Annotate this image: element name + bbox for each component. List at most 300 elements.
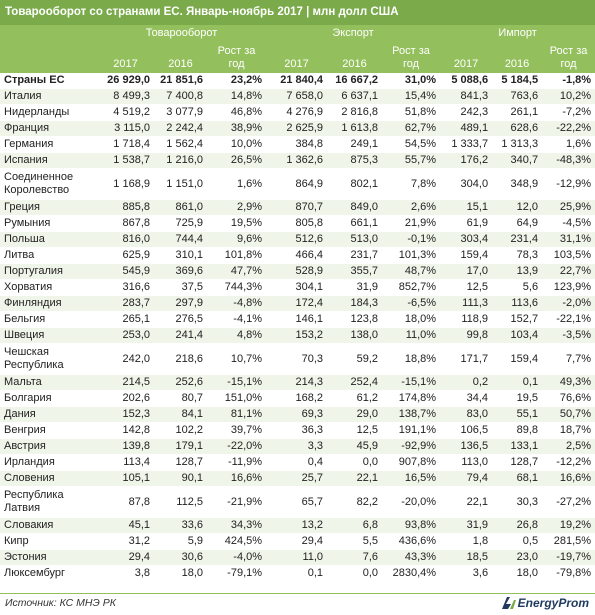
value-cell: 15,1: [440, 200, 492, 216]
value-cell: 340,7: [492, 153, 542, 169]
country-cell: Чешская Республика: [0, 344, 97, 375]
value-cell: 50,7%: [542, 407, 595, 423]
value-cell: -2,0%: [542, 296, 595, 312]
value-cell: 2830,4%: [382, 566, 440, 582]
country-cell: Страны ЕС: [0, 73, 97, 89]
value-cell: -21,9%: [207, 487, 266, 518]
value-cell: -15,1%: [382, 375, 440, 391]
value-cell: -4,8%: [207, 296, 266, 312]
subheader: 2017: [266, 41, 327, 73]
subheader: Рост за год: [382, 41, 440, 73]
value-cell: 89,8: [492, 423, 542, 439]
value-cell: 18,7%: [542, 423, 595, 439]
value-cell: 545,9: [97, 264, 154, 280]
value-cell: 870,7: [266, 200, 327, 216]
country-cell: Ирландия: [0, 455, 97, 471]
value-cell: 65,7: [266, 487, 327, 518]
value-cell: 242,3: [440, 105, 492, 121]
value-cell: 78,3: [492, 248, 542, 264]
value-cell: 31,9: [327, 280, 382, 296]
value-cell: 61,9: [440, 216, 492, 232]
value-cell: 21,9%: [382, 216, 440, 232]
value-cell: 6 637,1: [327, 89, 382, 105]
country-cell: Германия: [0, 137, 97, 153]
value-cell: 1,8: [440, 534, 492, 550]
value-cell: -6,5%: [382, 296, 440, 312]
value-cell: 18,0: [154, 566, 207, 582]
country-cell: Словения: [0, 471, 97, 487]
value-cell: 0,1: [492, 375, 542, 391]
value-cell: 17,0: [440, 264, 492, 280]
country-cell: Португалия: [0, 264, 97, 280]
value-cell: 1 562,4: [154, 137, 207, 153]
value-cell: 43,3%: [382, 550, 440, 566]
value-cell: 18,0%: [382, 312, 440, 328]
value-cell: 55,7%: [382, 153, 440, 169]
value-cell: 19,2%: [542, 518, 595, 534]
value-cell: 22,1: [440, 487, 492, 518]
value-cell: 101,8%: [207, 248, 266, 264]
value-cell: 184,3: [327, 296, 382, 312]
value-cell: 7,6: [327, 550, 382, 566]
value-cell: 105,1: [97, 471, 154, 487]
value-cell: 23,0: [492, 550, 542, 566]
value-cell: 113,0: [440, 455, 492, 471]
value-cell: 252,4: [327, 375, 382, 391]
value-cell: 29,4: [97, 550, 154, 566]
table-row: [0, 423, 595, 439]
footer: [0, 593, 595, 615]
value-cell: 11,0: [266, 550, 327, 566]
table-header: [0, 25, 595, 73]
value-cell: -15,1%: [207, 375, 266, 391]
value-cell: 11,0%: [382, 328, 440, 344]
table-row: [0, 89, 595, 105]
value-cell: 864,9: [266, 169, 327, 200]
value-cell: 861,0: [154, 200, 207, 216]
value-cell: 4 519,2: [97, 105, 154, 121]
value-cell: 1,6%: [542, 137, 595, 153]
value-cell: 0,2: [440, 375, 492, 391]
group-header-export: Экспорт: [266, 25, 440, 41]
country-cell: Румыния: [0, 216, 97, 232]
value-cell: 628,6: [492, 121, 542, 137]
table-row: [0, 312, 595, 328]
value-cell: -79,8%: [542, 566, 595, 582]
value-cell: 744,4: [154, 232, 207, 248]
value-cell: 179,1: [154, 439, 207, 455]
value-cell: 80,7: [154, 391, 207, 407]
value-cell: 79,4: [440, 471, 492, 487]
value-cell: 30,3: [492, 487, 542, 518]
value-cell: 5,5: [327, 534, 382, 550]
value-cell: 87,8: [97, 487, 154, 518]
value-cell: 18,5: [440, 550, 492, 566]
value-cell: 139,8: [97, 439, 154, 455]
value-cell: 16,6%: [207, 471, 266, 487]
value-cell: 231,4: [492, 232, 542, 248]
country-cell: Бельгия: [0, 312, 97, 328]
country-cell: Италия: [0, 89, 97, 105]
value-cell: 436,6%: [382, 534, 440, 550]
table-title: Товарооборот со странами ЕС. Январь-ноябрь 2017 | млн долл США: [0, 0, 595, 25]
value-cell: 101,3%: [382, 248, 440, 264]
value-cell: 81,1%: [207, 407, 266, 423]
value-cell: 29,4: [266, 534, 327, 550]
value-cell: 16,5%: [382, 471, 440, 487]
country-cell: Нидерланды: [0, 105, 97, 121]
value-cell: 49,3%: [542, 375, 595, 391]
value-cell: 7 658,0: [266, 89, 327, 105]
value-cell: 5,9: [154, 534, 207, 550]
table-row: [0, 344, 595, 375]
value-cell: 875,3: [327, 153, 382, 169]
table-row: [0, 137, 595, 153]
value-cell: 103,5%: [542, 248, 595, 264]
value-cell: 38,9%: [207, 121, 266, 137]
country-cell: Австрия: [0, 439, 97, 455]
value-cell: 10,2%: [542, 89, 595, 105]
value-cell: 2 816,8: [327, 105, 382, 121]
value-cell: 106,5: [440, 423, 492, 439]
value-cell: 1 151,0: [154, 169, 207, 200]
value-cell: 10,0%: [207, 137, 266, 153]
value-cell: -3,5%: [542, 328, 595, 344]
value-cell: 8 499,3: [97, 89, 154, 105]
value-cell: 113,4: [97, 455, 154, 471]
value-cell: -48,3%: [542, 153, 595, 169]
value-cell: 103,4: [492, 328, 542, 344]
value-cell: 6,8: [327, 518, 382, 534]
value-cell: 68,1: [492, 471, 542, 487]
table-row: [0, 534, 595, 550]
value-cell: 111,3: [440, 296, 492, 312]
value-cell: -4,1%: [207, 312, 266, 328]
value-cell: 31,2: [97, 534, 154, 550]
value-cell: 513,0: [327, 232, 382, 248]
table-row: [0, 455, 595, 471]
value-cell: 303,4: [440, 232, 492, 248]
value-cell: 1 313,3: [492, 137, 542, 153]
value-cell: 34,4: [440, 391, 492, 407]
value-cell: 13,9: [492, 264, 542, 280]
table-row: [0, 153, 595, 169]
value-cell: 489,1: [440, 121, 492, 137]
value-cell: -12,2%: [542, 455, 595, 471]
value-cell: 59,2: [327, 344, 382, 375]
value-cell: 112,5: [154, 487, 207, 518]
value-cell: 1 362,6: [266, 153, 327, 169]
value-cell: 152,7: [492, 312, 542, 328]
country-cell: Хорватия: [0, 280, 97, 296]
country-cell: Литва: [0, 248, 97, 264]
trade-table: [0, 25, 595, 582]
value-cell: 128,7: [492, 455, 542, 471]
value-cell: 297,9: [154, 296, 207, 312]
value-cell: 82,2: [327, 487, 382, 518]
value-cell: 202,6: [97, 391, 154, 407]
country-cell: Болгария: [0, 391, 97, 407]
value-cell: 69,3: [266, 407, 327, 423]
value-cell: 5,6: [492, 280, 542, 296]
value-cell: 46,8%: [207, 105, 266, 121]
value-cell: 34,3%: [207, 518, 266, 534]
value-cell: 1 538,7: [97, 153, 154, 169]
value-cell: 424,5%: [207, 534, 266, 550]
value-cell: 142,8: [97, 423, 154, 439]
value-cell: 348,9: [492, 169, 542, 200]
value-cell: 45,9: [327, 439, 382, 455]
value-cell: 159,4: [492, 344, 542, 375]
value-cell: 128,7: [154, 455, 207, 471]
value-cell: 26,5%: [207, 153, 266, 169]
table-row: [0, 391, 595, 407]
value-cell: 763,6: [492, 89, 542, 105]
total-row: [0, 73, 595, 89]
value-cell: 113,6: [492, 296, 542, 312]
value-cell: 47,7%: [207, 264, 266, 280]
value-cell: -11,9%: [207, 455, 266, 471]
value-cell: 3,8: [97, 566, 154, 582]
value-cell: 3,6: [440, 566, 492, 582]
value-cell: 62,7%: [382, 121, 440, 137]
value-cell: 13,2: [266, 518, 327, 534]
value-cell: 907,8%: [382, 455, 440, 471]
value-cell: 151,0%: [207, 391, 266, 407]
country-cell: Дания: [0, 407, 97, 423]
value-cell: 51,8%: [382, 105, 440, 121]
country-cell: Финляндия: [0, 296, 97, 312]
value-cell: 84,1: [154, 407, 207, 423]
value-cell: 12,5: [440, 280, 492, 296]
value-cell: -1,8%: [542, 73, 595, 89]
value-cell: 1 718,4: [97, 137, 154, 153]
value-cell: -4,5%: [542, 216, 595, 232]
value-cell: 30,6: [154, 550, 207, 566]
value-cell: 39,7%: [207, 423, 266, 439]
value-cell: 218,6: [154, 344, 207, 375]
value-cell: 214,5: [97, 375, 154, 391]
value-cell: 7,7%: [542, 344, 595, 375]
value-cell: 191,1%: [382, 423, 440, 439]
value-cell: 3 115,0: [97, 121, 154, 137]
value-cell: 22,1: [327, 471, 382, 487]
value-cell: 76,6%: [542, 391, 595, 407]
value-cell: 123,8: [327, 312, 382, 328]
value-cell: 304,0: [440, 169, 492, 200]
value-cell: 841,3: [440, 89, 492, 105]
value-cell: -0,1%: [382, 232, 440, 248]
table-row: [0, 439, 595, 455]
value-cell: 384,8: [266, 137, 327, 153]
subheader: 2016: [154, 41, 207, 73]
value-cell: 310,1: [154, 248, 207, 264]
value-cell: 159,4: [440, 248, 492, 264]
value-cell: 0,4: [266, 455, 327, 471]
value-cell: 5 184,5: [492, 73, 542, 89]
subheader: 2017: [440, 41, 492, 73]
table-row: [0, 471, 595, 487]
value-cell: 802,1: [327, 169, 382, 200]
country-cell: Испания: [0, 153, 97, 169]
footer-divider: [0, 593, 595, 594]
header-country-blank: [0, 25, 97, 41]
value-cell: 252,6: [154, 375, 207, 391]
value-cell: 0,0: [327, 455, 382, 471]
value-cell: 102,2: [154, 423, 207, 439]
value-cell: 512,6: [266, 232, 327, 248]
value-cell: 152,3: [97, 407, 154, 423]
value-cell: 281,5%: [542, 534, 595, 550]
value-cell: 26,8: [492, 518, 542, 534]
table-row: [0, 375, 595, 391]
table-row: [0, 121, 595, 137]
country-cell: Соединенное Королевство: [0, 169, 97, 200]
value-cell: 138,7%: [382, 407, 440, 423]
value-cell: 816,0: [97, 232, 154, 248]
table-row: [0, 487, 595, 518]
value-cell: 241,4: [154, 328, 207, 344]
value-cell: 45,1: [97, 518, 154, 534]
group-header-import: Импорт: [440, 25, 595, 41]
value-cell: 153,2: [266, 328, 327, 344]
value-cell: 2,6%: [382, 200, 440, 216]
value-cell: 0,1: [266, 566, 327, 582]
value-cell: 18,0: [492, 566, 542, 582]
table-row: [0, 264, 595, 280]
value-cell: 625,9: [97, 248, 154, 264]
value-cell: -22,0%: [207, 439, 266, 455]
value-cell: 2 242,4: [154, 121, 207, 137]
value-cell: 16,6%: [542, 471, 595, 487]
value-cell: -22,2%: [542, 121, 595, 137]
value-cell: 136,5: [440, 439, 492, 455]
table-row: [0, 518, 595, 534]
value-cell: 29,0: [327, 407, 382, 423]
value-cell: 12,0: [492, 200, 542, 216]
table-row: [0, 105, 595, 121]
value-cell: 12,5: [327, 423, 382, 439]
value-cell: 26 929,0: [97, 73, 154, 89]
value-cell: 99,8: [440, 328, 492, 344]
value-cell: 55,1: [492, 407, 542, 423]
value-cell: 31,1%: [542, 232, 595, 248]
value-cell: 261,1: [492, 105, 542, 121]
value-cell: -27,2%: [542, 487, 595, 518]
value-cell: 2,5%: [542, 439, 595, 455]
value-cell: -7,2%: [542, 105, 595, 121]
value-cell: -19,7%: [542, 550, 595, 566]
header-country-blank-2: [0, 41, 97, 73]
value-cell: -22,1%: [542, 312, 595, 328]
value-cell: 14,8%: [207, 89, 266, 105]
value-cell: 31,0%: [382, 73, 440, 89]
value-cell: 1 333,7: [440, 137, 492, 153]
value-cell: 249,1: [327, 137, 382, 153]
subheader: 2017: [97, 41, 154, 73]
value-cell: 466,4: [266, 248, 327, 264]
value-cell: 176,2: [440, 153, 492, 169]
value-cell: 93,8%: [382, 518, 440, 534]
country-cell: Венгрия: [0, 423, 97, 439]
table-row: [0, 550, 595, 566]
value-cell: 7 400,8: [154, 89, 207, 105]
country-cell: Люксембург: [0, 566, 97, 582]
value-cell: 3 077,9: [154, 105, 207, 121]
value-cell: 18,8%: [382, 344, 440, 375]
value-cell: 242,0: [97, 344, 154, 375]
group-header-turnover: Товарооборот: [97, 25, 266, 41]
value-cell: 172,4: [266, 296, 327, 312]
value-cell: 174,8%: [382, 391, 440, 407]
value-cell: 1,6%: [207, 169, 266, 200]
value-cell: 0,0: [327, 566, 382, 582]
value-cell: 1 613,8: [327, 121, 382, 137]
value-cell: 37,5: [154, 280, 207, 296]
value-cell: -12,9%: [542, 169, 595, 200]
subheader: Рост за год: [542, 41, 595, 73]
value-cell: 885,8: [97, 200, 154, 216]
value-cell: 805,8: [266, 216, 327, 232]
value-cell: 0,5: [492, 534, 542, 550]
table-row: [0, 169, 595, 200]
table-body: [0, 73, 595, 582]
value-cell: 54,5%: [382, 137, 440, 153]
country-cell: Польша: [0, 232, 97, 248]
value-cell: 19,5: [492, 391, 542, 407]
value-cell: 3,3: [266, 439, 327, 455]
country-cell: Швеция: [0, 328, 97, 344]
value-cell: 725,9: [154, 216, 207, 232]
table-row: [0, 296, 595, 312]
value-cell: 118,9: [440, 312, 492, 328]
subheader: 2016: [327, 41, 382, 73]
value-cell: 48,7%: [382, 264, 440, 280]
country-cell: Франция: [0, 121, 97, 137]
energyprom-logo: [500, 595, 589, 611]
value-cell: 283,7: [97, 296, 154, 312]
value-cell: 265,1: [97, 312, 154, 328]
subheader: Рост за год: [207, 41, 266, 73]
value-cell: 369,6: [154, 264, 207, 280]
value-cell: 1 216,0: [154, 153, 207, 169]
value-cell: 171,7: [440, 344, 492, 375]
value-cell: 2,9%: [207, 200, 266, 216]
country-cell: Греция: [0, 200, 97, 216]
value-cell: -4,0%: [207, 550, 266, 566]
value-cell: 36,3: [266, 423, 327, 439]
value-cell: 10,7%: [207, 344, 266, 375]
value-cell: 253,0: [97, 328, 154, 344]
value-cell: 23,2%: [207, 73, 266, 89]
value-cell: 4 276,9: [266, 105, 327, 121]
table-row: [0, 232, 595, 248]
value-cell: 31,9: [440, 518, 492, 534]
value-cell: 25,7: [266, 471, 327, 487]
value-cell: 146,1: [266, 312, 327, 328]
table-row: [0, 566, 595, 582]
value-cell: 83,0: [440, 407, 492, 423]
table-row: [0, 328, 595, 344]
value-cell: 4,8%: [207, 328, 266, 344]
value-cell: 168,2: [266, 391, 327, 407]
country-cell: Республика Латвия: [0, 487, 97, 518]
country-cell: Эстония: [0, 550, 97, 566]
value-cell: 316,6: [97, 280, 154, 296]
value-cell: 15,4%: [382, 89, 440, 105]
value-cell: 849,0: [327, 200, 382, 216]
value-cell: 22,7%: [542, 264, 595, 280]
